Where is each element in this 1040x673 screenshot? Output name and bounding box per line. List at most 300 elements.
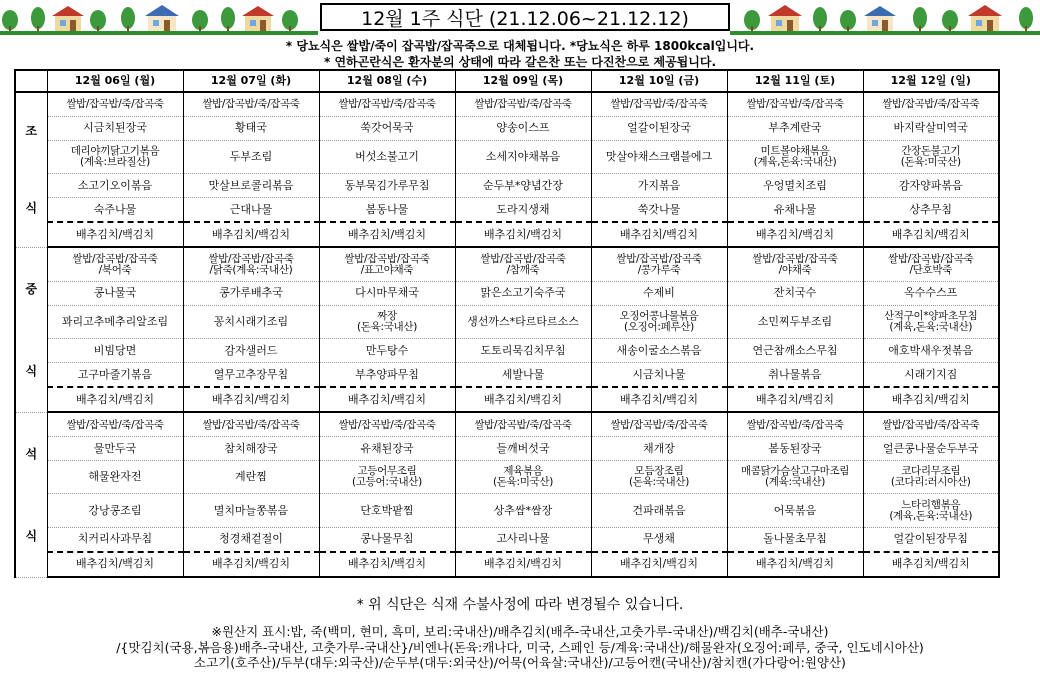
menu-item-text: (돈육:국내산) [628, 476, 690, 489]
menu-cell [183, 222, 319, 247]
menu-item-text: 콩가루배추국 [219, 286, 283, 300]
menu-item-text: 쌀밥/잡곡밥/죽/잡곡죽 [610, 418, 708, 431]
menu-cell [47, 198, 183, 222]
menu-item-text: 맛살야채스크램블에그 [605, 150, 713, 164]
menu-item-text: 쑥갓어묵국 [360, 121, 414, 135]
menu-cell [727, 247, 863, 281]
menu-item-text: 황태국 [235, 121, 267, 135]
menu-item-text: /단호박죽 [909, 263, 953, 276]
menu-cell [183, 363, 319, 387]
menu-item-text: 쌀밥/잡곡밥/죽/잡곡죽 [610, 98, 708, 111]
day-header: 12월 06일 (월) [47, 70, 183, 92]
menu-item-text: 산적구이*양파초무침 [883, 309, 978, 322]
menu-item-text: 다시마무채국 [355, 286, 419, 300]
menu-item-text: 취나물볶음 [768, 367, 822, 381]
day-header: 12월 12일 (일) [863, 70, 999, 92]
menu-item-text: 부추계란국 [768, 121, 822, 135]
menu-item-text: 근대나물 [229, 202, 273, 216]
menu-cell [455, 339, 591, 363]
menu-item-text: 배추김치/백김치 [483, 227, 563, 241]
menu-item-text: (계육,돈육:국내산) [889, 320, 973, 333]
menu-cell [183, 92, 319, 116]
diabetes-notice: * 당뇨식은 쌀밥/죽이 잡곡밥/잡곡죽으로 대체됩니다. *당뇨식은 하루 1800kcal입니다. [285, 39, 755, 53]
menu-cell [455, 363, 591, 387]
menu-cell [727, 305, 863, 338]
menu-cell [727, 552, 863, 577]
menu-cell [591, 92, 727, 116]
menu-item-text: 애호박새우젓볶음 [888, 343, 974, 357]
menu-cell [591, 198, 727, 222]
menu-cell [183, 387, 319, 412]
menu-cell [47, 387, 183, 412]
menu-item-text: 청경채겉절이 [219, 532, 283, 546]
menu-cell [47, 92, 183, 116]
menu-item-text: (돈육:미국산) [492, 476, 554, 489]
menu-item-text: 쌀밥/잡곡밥/죽/잡곡죽 [882, 98, 980, 111]
menu-cell [591, 527, 727, 551]
menu-cell [47, 116, 183, 140]
menu-cell [863, 387, 999, 412]
menu-cell [727, 92, 863, 116]
menu-cell [183, 527, 319, 551]
menu-cell [319, 363, 455, 387]
menu-item-text: 생선까스*타르타르소스 [467, 314, 579, 328]
menu-row [15, 92, 999, 116]
menu-row [15, 460, 999, 493]
menu-item-text: /닭죽(계육:국내산) [209, 263, 293, 276]
menu-cell [47, 437, 183, 461]
meal-label-top: 중 [25, 281, 38, 296]
menu-item-text: 얼큰콩나물순두부국 [882, 441, 979, 455]
day-header-row [15, 70, 999, 92]
menu-cell [863, 437, 999, 461]
menu-item-text: 순두부*양념간장 [483, 178, 563, 192]
menu-cell [319, 494, 455, 527]
menu-cell [183, 140, 319, 173]
menu-item-text: 멸치마늘쫑볶음 [213, 503, 289, 517]
menu-item-text: 배추김치/백김치 [211, 227, 291, 241]
menu-cell [47, 247, 183, 281]
menu-cell [319, 552, 455, 577]
menu-cell [863, 247, 999, 281]
menu-cell [47, 339, 183, 363]
menu-item-text: 배추김치/백김치 [483, 557, 563, 571]
menu-cell [727, 339, 863, 363]
menu-item-text: 수제비 [643, 286, 675, 300]
menu-cell [727, 527, 863, 551]
menu-cell [863, 116, 999, 140]
meal-label-top: 석 [25, 446, 38, 461]
menu-item-text: 쌀밥/잡곡밥/잡곡죽 [344, 252, 430, 265]
menu-item-text: (계육,돈육:국내산) [889, 509, 973, 522]
menu-item-text: 쌀밥/잡곡밥/잡곡죽 [480, 252, 566, 265]
menu-cell [455, 247, 591, 281]
menu-item-text: 버섯소불고기 [355, 150, 419, 164]
menu-item-text: 쌀밥/잡곡밥/죽/잡곡죽 [882, 418, 980, 431]
meal-label-top: 조 [25, 124, 38, 139]
menu-row [15, 198, 999, 222]
menu-item-text: 느타리햄볶음 [901, 498, 961, 511]
menu-item-text: (코다리:러시아산) [890, 476, 971, 489]
menu-cell [591, 116, 727, 140]
menu-cell [591, 281, 727, 305]
menu-item-text: /참깨죽 [506, 263, 540, 276]
meal-label-bottom: 식 [25, 363, 38, 378]
menu-cell [47, 363, 183, 387]
menu-cell [727, 198, 863, 222]
menu-cell [455, 552, 591, 577]
menu-row [15, 222, 999, 247]
menu-item-text: /콩가루죽 [637, 263, 681, 276]
menu-item-text: 콩나물무침 [360, 532, 414, 546]
meal-label-breakfast [15, 92, 47, 247]
menu-item-text: 배추김치/백김치 [755, 557, 835, 571]
menu-cell [591, 363, 727, 387]
menu-item-text: 쌀밥/잡곡밥/죽/잡곡죽 [338, 418, 436, 431]
menu-item-text: 고등어무조림 [357, 465, 417, 478]
menu-cell [319, 116, 455, 140]
menu-cell [455, 527, 591, 551]
menu-item-text: 쑥갓나물 [637, 202, 681, 216]
menu-cell [455, 222, 591, 247]
menu-item-text: (돈육:국내산) [356, 320, 418, 333]
day-header: 12월 10일 (금) [591, 70, 727, 92]
menu-item-text: 쌀밥/잡곡밥/죽/잡곡죽 [746, 98, 844, 111]
menu-item-text: 쌀밥/잡곡밥/죽/잡곡죽 [66, 98, 164, 111]
menu-item-text: 얼갈이된장국 [627, 121, 691, 135]
menu-item-text: 쌀밥/잡곡밥/죽/잡곡죽 [474, 98, 572, 111]
menu-cell [183, 198, 319, 222]
menu-cell [47, 460, 183, 493]
menu-item-text: 미트볼야채볶음 [760, 145, 830, 158]
menu-cell [727, 116, 863, 140]
menu-item-text: 매콤닭가슴살고구마조림 [740, 465, 850, 478]
menu-item-text: 어묵볶음 [773, 503, 817, 517]
menu-cell [863, 339, 999, 363]
menu-cell [591, 460, 727, 493]
menu-item-text: 쌀밥/잡곡밥/잡곡죽 [208, 252, 294, 265]
menu-cell [863, 305, 999, 338]
menu-item-text: 배추김치/백김치 [75, 557, 155, 571]
menu-item-text: 열무고추장무침 [213, 367, 289, 381]
menu-item-text: 쌀밥/잡곡밥/죽/잡곡죽 [202, 418, 300, 431]
menu-row [15, 339, 999, 363]
menu-item-text: 치커리사과무침 [77, 532, 153, 546]
menu-cell [47, 222, 183, 247]
menu-cell [455, 387, 591, 412]
menu-cell [183, 339, 319, 363]
menu-cell [591, 339, 727, 363]
menu-cell [319, 222, 455, 247]
menu-cell [727, 494, 863, 527]
menu-cell [455, 92, 591, 116]
menu-cell [183, 305, 319, 338]
menu-item-text: 봄동나물 [365, 202, 409, 216]
menu-item-text: 배추김치/백김치 [483, 392, 563, 406]
village-illustration-icon [0, 0, 318, 34]
menu-cell [183, 116, 319, 140]
menu-item-text: 배추김치/백김치 [619, 557, 699, 571]
menu-item-text: 배추김치/백김치 [891, 392, 970, 406]
menu-cell [863, 527, 999, 551]
menu-row [15, 247, 999, 281]
menu-cell [455, 116, 591, 140]
page-title-text: 12월 1주 식단 (21.12.06~21.12.12) [361, 7, 689, 30]
menu-cell [319, 247, 455, 281]
menu-item-text: 쌀밥/잡곡밥/죽/잡곡죽 [338, 98, 436, 111]
menu-cell [727, 140, 863, 173]
menu-item-text: /표고야채죽 [360, 263, 414, 276]
menu-item-text: 오징어콩나물볶음 [619, 309, 699, 322]
menu-cell [727, 363, 863, 387]
day-header: 12월 07일 (화) [183, 70, 319, 92]
menu-item-text: (계육,돈육:국내산) [753, 156, 837, 169]
menu-cell [863, 281, 999, 305]
menu-cell [47, 527, 183, 551]
menu-item-text: 유채나물 [773, 202, 817, 216]
menu-cell [863, 198, 999, 222]
menu-item-text: 강낭콩조림 [88, 503, 142, 517]
grass-line-right [730, 31, 1040, 35]
menu-cell [319, 281, 455, 305]
menu-item-text: 무생채 [643, 532, 675, 546]
menu-cell [591, 247, 727, 281]
grass-line-left [0, 31, 318, 35]
menu-cell [863, 460, 999, 493]
origin-line-3: 소고기(호주산)/두부(대두:외국산)/순두부(대두:외국산)/어묵(어육살:국내산)/고등어캔(국내산)/참치캔(가다랑어:원양산) [194, 655, 846, 670]
menu-cell [455, 198, 591, 222]
menu-item-text: 상추무침 [909, 202, 952, 216]
menu-cell [591, 140, 727, 173]
menu-item-text: 맛살브로콜리볶음 [208, 178, 294, 192]
menu-item-text: /북어죽 [98, 263, 132, 276]
menu-item-text: 동부묵김가루무침 [344, 178, 430, 192]
menu-item-text: 시금치나물 [632, 367, 686, 381]
menu-item-text: (돈육:미국산) [900, 156, 961, 169]
menu-cell [727, 387, 863, 412]
menu-item-text: 쌀밥/잡곡밥/잡곡죽 [752, 252, 838, 265]
menu-item-text: (계육:국내산) [764, 476, 826, 489]
menu-cell [319, 92, 455, 116]
menu-cell [47, 305, 183, 338]
menu-item-text: 두부조림 [229, 150, 273, 164]
menu-item-text: 쌀밥/잡곡밥/죽/잡곡죽 [746, 418, 844, 431]
menu-row [15, 494, 999, 527]
menu-item-text: 배추김치/백김치 [347, 392, 427, 406]
menu-item-text: 도라지생채 [496, 202, 550, 216]
menu-item-text: 간장돈불고기 [901, 145, 961, 158]
menu-item-text: 쌀밥/잡곡밥/죽/잡곡죽 [202, 98, 300, 111]
menu-item-text: 유채된장국 [360, 441, 414, 455]
menu-item-text: 쌀밥/잡곡밥/죽/잡곡죽 [474, 418, 572, 431]
menu-item-text: 채개장 [643, 441, 675, 455]
menu-item-text: 잔치국수 [773, 286, 817, 300]
menu-item-text: 건파래볶음 [632, 503, 686, 517]
meal-label-dinner [15, 412, 47, 577]
menu-item-text: 연근참깨소스무침 [752, 343, 838, 357]
menu-item-text: 세발나물 [501, 367, 545, 381]
menu-item-text: 비빔당면 [93, 343, 137, 357]
menu-row [15, 363, 999, 387]
menu-cell [591, 387, 727, 412]
menu-cell [455, 460, 591, 493]
menu-row [15, 140, 999, 173]
menu-row [15, 387, 999, 412]
menu-item-text: 고구마줄기볶음 [77, 367, 153, 381]
menu-cell [47, 494, 183, 527]
menu-cell [863, 140, 999, 173]
menu-item-text: 배추김치/백김치 [347, 227, 427, 241]
menu-cell [863, 552, 999, 577]
menu-cell [591, 552, 727, 577]
menu-cell [183, 494, 319, 527]
menu-cell [319, 174, 455, 198]
menu-item-text: 상추쌈*쌈장 [493, 503, 553, 517]
menu-item-text: 배추김치/백김치 [755, 392, 835, 406]
menu-cell [591, 222, 727, 247]
menu-cell [183, 437, 319, 461]
menu-item-text: 들깨버섯국 [496, 441, 550, 455]
menu-item-text: 부추양파무침 [355, 367, 419, 381]
village-illustration-icon [740, 0, 1040, 34]
menu-cell [727, 412, 863, 436]
menu-cell [591, 305, 727, 338]
menu-item-text: 옥수수스프 [904, 286, 958, 300]
dysphagia-notice: * 연하곤란식은 환자분의 상태에 따라 갈은찬 또는 다진찬으로 제공됩니다. [323, 55, 717, 69]
menu-row [15, 527, 999, 551]
menu-item-text: 쌀밥/잡곡밥/잡곡죽 [72, 252, 158, 265]
menu-row [15, 174, 999, 198]
menu-cell [863, 92, 999, 116]
menu-item-text: (고등어:국내산) [352, 476, 422, 489]
menu-item-text: 바지락살미역국 [893, 121, 968, 135]
menu-item-text: 짜장 [377, 309, 397, 322]
menu-cell [863, 494, 999, 527]
menu-item-text: 맑은소고기숙주국 [480, 286, 566, 300]
menu-item-text: 코다리무조림 [901, 465, 961, 478]
menu-cell [727, 281, 863, 305]
day-header: 12월 08일 (수) [319, 70, 455, 92]
meal-label-lunch [15, 247, 47, 412]
menu-item-text: 돌나물초무침 [763, 532, 827, 546]
menu-item-text: 물만두국 [93, 441, 137, 455]
day-header: 12월 11일 (토) [727, 70, 863, 92]
menu-item-text: 참치해장국 [224, 441, 278, 455]
menu-item-text: 계란찜 [235, 470, 267, 484]
menu-item-text: 배추김치/백김치 [619, 227, 699, 241]
menu-cell [319, 140, 455, 173]
menu-item-text: 가지볶음 [637, 178, 681, 192]
menu-cell [591, 174, 727, 198]
menu-item-text: 감자샐러드 [224, 343, 278, 357]
menu-item-text: 양송이스프 [496, 121, 550, 135]
menu-item-text: 만두탕수 [365, 343, 409, 357]
menu-item-text: 데리야끼닭고기볶음 [70, 145, 160, 158]
menu-item-text: 숙주나물 [93, 202, 137, 216]
menu-cell [455, 305, 591, 338]
menu-cell [183, 460, 319, 493]
menu-item-text: 새송이굴소스볶음 [616, 343, 702, 357]
menu-cell [455, 281, 591, 305]
menu-cell [183, 174, 319, 198]
menu-item-text: 감자양파볶음 [898, 178, 963, 192]
menu-cell [863, 222, 999, 247]
menu-cell [319, 305, 455, 338]
menu-item-text: 봄동된장국 [768, 441, 822, 455]
menu-item-text: 배추김치/백김치 [211, 557, 291, 571]
menu-item-text: 우엉멸치조림 [763, 178, 827, 192]
meal-label-bottom: 식 [25, 201, 38, 216]
menu-row [15, 437, 999, 461]
menu-item-text: 쌀밥/잡곡밥/죽/잡곡죽 [66, 418, 164, 431]
menu-cell [863, 363, 999, 387]
menu-item-text: 단호박팥찜 [360, 503, 414, 517]
menu-cell [591, 412, 727, 436]
menu-item-text: (오징어:페루산) [624, 320, 694, 333]
origin-line-2: /{맛김치(국용,볶음용)배추-국내산, 고춧가루-국내산}/비엔나(돈육:캐나다, 미국, 스페인 등/계육:국내산)/해물완자(오징어:페루, 중국, 인도네시아산) [116, 640, 924, 655]
menu-cell [47, 412, 183, 436]
menu-cell [727, 174, 863, 198]
menu-cell [319, 460, 455, 493]
menu-item-text: 얼갈이된장무침 [893, 532, 968, 546]
corner-cell [15, 70, 47, 92]
menu-cell [455, 412, 591, 436]
weekly-menu-table [14, 69, 1000, 578]
menu-cell [183, 412, 319, 436]
menu-row [15, 552, 999, 577]
menu-cell [47, 281, 183, 305]
menu-cell [319, 527, 455, 551]
menu-row [15, 305, 999, 338]
menu-item-text: 소민찌두부조림 [757, 314, 833, 328]
menu-cell [727, 437, 863, 461]
menu-item-text: 배추김치/백김치 [75, 227, 155, 241]
menu-row [15, 412, 999, 436]
menu-cell [319, 412, 455, 436]
menu-item-text: 소세지야채볶음 [485, 150, 561, 164]
menu-cell [47, 174, 183, 198]
menu-cell [47, 552, 183, 577]
menu-item-text: 꽈리고추메추리알조림 [61, 314, 169, 328]
menu-item-text: 배추김치/백김치 [211, 392, 291, 406]
page-title [320, 3, 730, 31]
menu-item-text: 콩나물국 [93, 286, 137, 300]
menu-cell [183, 552, 319, 577]
menu-cell [319, 339, 455, 363]
menu-item-text: 배추김치/백김치 [755, 227, 835, 241]
menu-cell [863, 174, 999, 198]
header-decoration-right [740, 0, 1040, 34]
menu-item-text: 시금치된장국 [83, 121, 147, 135]
menu-item-text: 꽁치시래기조림 [213, 314, 289, 328]
menu-item-text: 시래기지짐 [904, 367, 958, 381]
menu-item-text: 제육볶음 [503, 465, 543, 478]
menu-item-text: 배추김치/백김치 [891, 557, 970, 571]
menu-item-text: 쌀밥/잡곡밥/잡곡죽 [616, 252, 702, 265]
header-decoration-left [0, 0, 318, 34]
menu-cell [727, 222, 863, 247]
menu-item-text: /야채죽 [778, 263, 812, 276]
menu-cell [455, 494, 591, 527]
menu-row [15, 116, 999, 140]
menu-item-text: 모듬장조림 [634, 465, 684, 478]
menu-item-text: 배추김치/백김치 [619, 392, 699, 406]
menu-cell [183, 281, 319, 305]
menu-item-text: 해물완자전 [88, 470, 142, 484]
menu-cell [455, 140, 591, 173]
change-notice: * 위 식단은 식재 수불사정에 따라 변경될수 있습니다. [356, 597, 684, 613]
menu-cell [455, 174, 591, 198]
